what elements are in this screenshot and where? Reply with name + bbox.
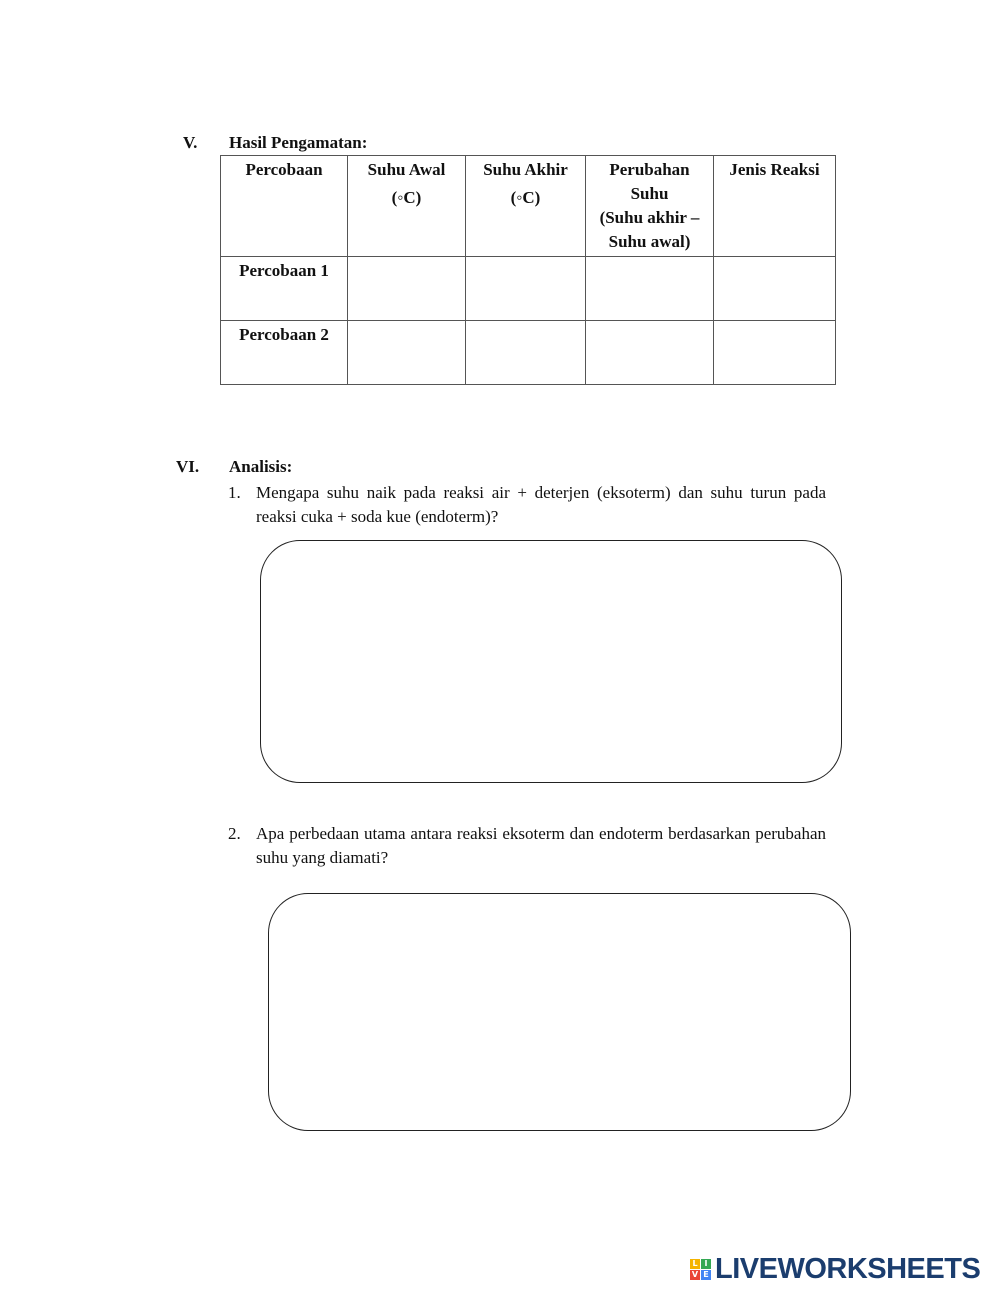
table-row: [221, 321, 836, 385]
observation-table: [220, 155, 836, 385]
cell-suhu-akhir-1[interactable]: [466, 257, 586, 321]
row-label-percobaan-2: Percobaan 2: [221, 321, 348, 385]
table-header-row: [221, 156, 836, 257]
liveworksheets-logo: [690, 1252, 980, 1286]
logo-mark-letter: V: [691, 1269, 699, 1279]
header-jenis-reaksi: Jenis Reaksi: [714, 156, 836, 257]
table-row: [221, 257, 836, 321]
section-6-title: Analisis:: [229, 457, 293, 476]
row-label-percobaan-1: Percobaan 1: [221, 257, 348, 321]
cell-suhu-awal-1[interactable]: [348, 257, 466, 321]
cell-suhu-akhir-2[interactable]: [466, 321, 586, 385]
cell-perubahan-suhu-1[interactable]: [586, 257, 714, 321]
section-5-title: Hasil Pengamatan:: [229, 133, 368, 152]
question-1: [228, 481, 826, 529]
logo-mark-letter: L: [690, 1259, 700, 1269]
question-2-number: 2.: [228, 824, 241, 843]
cell-jenis-reaksi-2[interactable]: [714, 321, 836, 385]
question-2: [228, 822, 826, 870]
logo-mark-icon: [690, 1259, 711, 1280]
section-5-number: V.: [183, 133, 198, 152]
answer-box-2[interactable]: [268, 893, 851, 1131]
header-suhu-awal: Suhu Awal (◦C): [348, 156, 466, 257]
question-1-text: Mengapa suhu naik pada reaksi air + deterjen (eksoterm) dan suhu turun pada reaksi cuka + soda kue (endoterm)?: [256, 483, 826, 526]
logo-text: LIVEWORKSHEETS: [715, 1252, 981, 1285]
cell-jenis-reaksi-1[interactable]: [714, 257, 836, 321]
question-2-text: Apa perbedaan utama antara reaksi eksoterm dan endoterm berdasarkan perubahan suhu yang diamati?: [256, 824, 826, 867]
answer-box-1[interactable]: [260, 540, 842, 783]
header-suhu-akhir: Suhu Akhir (◦C): [466, 156, 586, 257]
header-perubahan-suhu: Perubahan Suhu (Suhu akhir – Suhu awal): [586, 156, 714, 257]
cell-perubahan-suhu-2[interactable]: [586, 321, 714, 385]
logo-mark-letter: I: [701, 1259, 711, 1269]
header-percobaan: Percobaan: [221, 156, 348, 257]
question-1-number: 1.: [228, 483, 241, 502]
logo-mark-letter: E: [701, 1270, 711, 1280]
cell-suhu-awal-2[interactable]: [348, 321, 466, 385]
section-6-number: VI.: [176, 457, 200, 476]
